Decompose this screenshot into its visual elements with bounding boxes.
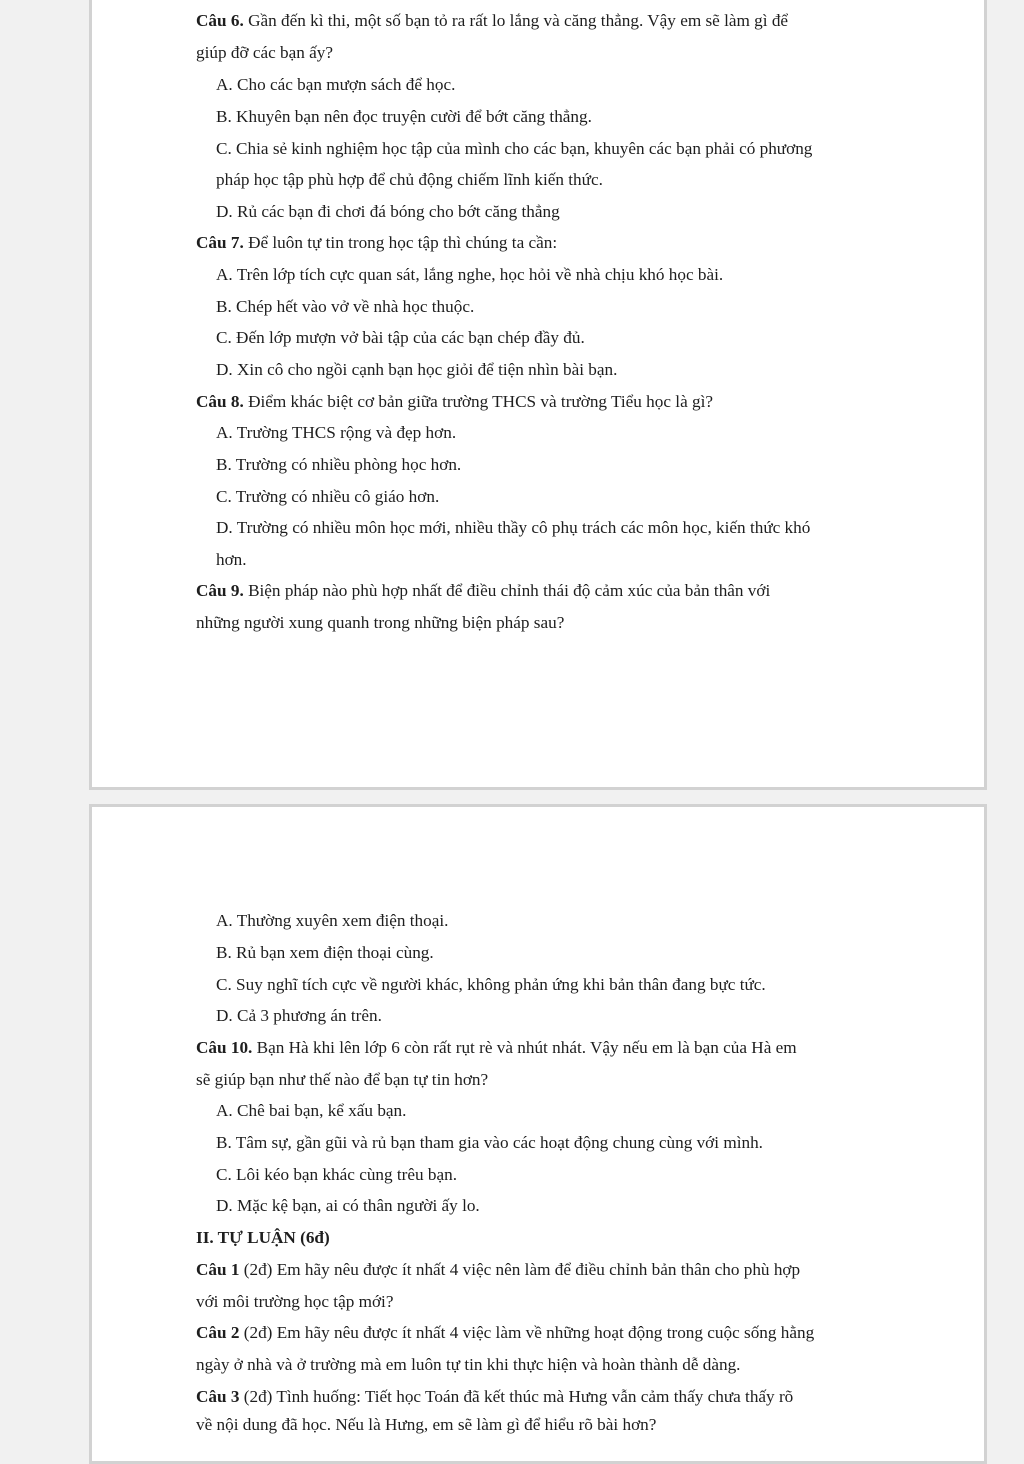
essay-question-1 <box>196 1259 800 1281</box>
question-9 <box>196 580 770 602</box>
essay-question-3-cont: về nội dung đã học. Nếu là Hưng, em sẽ làm gì để hiểu rõ bài hơn? <box>196 1415 657 1434</box>
option-a: A. Trên lớp tích cực quan sát, lắng nghe, học hỏi về nhà chịu khó học bài. <box>216 265 724 284</box>
option-c: C. Đến lớp mượn vở bài tập của các bạn chép đầy đủ. <box>216 328 585 347</box>
question-text: Để luôn tự tin trong học tập thì chúng ta cần: <box>248 233 558 252</box>
question-text: (2đ) Em hãy nêu được ít nhất 4 việc nên làm để điều chỉnh bản thân cho phù hợp <box>243 1260 801 1279</box>
question-10 <box>196 1037 797 1059</box>
essay-question-3 <box>196 1386 793 1408</box>
option-a: A. Chê bai bạn, kể xấu bạn. <box>216 1101 407 1120</box>
option-b: B. Trường có nhiều phòng học hơn. <box>216 455 462 474</box>
question-9-cont: những người xung quanh trong những biện pháp sau? <box>196 613 565 632</box>
question-text: (2đ) Em hãy nêu được ít nhất 4 việc làm về những hoạt động trong cuộc sống hằng <box>243 1323 815 1342</box>
option-c: C. Lôi kéo bạn khác cùng trêu bạn. <box>216 1165 458 1184</box>
essay-question-1-cont: với môi trường học tập mới? <box>196 1292 394 1311</box>
option-c: C. Suy nghĩ tích cực về người khác, không phản ứng khi bản thân đang bực tức. <box>216 975 766 994</box>
question-text: Biện pháp nào phù hợp nhất để điều chỉnh thái độ cảm xúc của bản thân với <box>248 581 771 600</box>
option-d: D. Xin cô cho ngồi cạnh bạn học giỏi để tiện nhìn bài bạn. <box>216 360 618 379</box>
question-label: Câu 7. <box>196 233 244 252</box>
option-b: B. Rủ bạn xem điện thoại cùng. <box>216 943 434 962</box>
question-text: Điểm khác biệt cơ bản giữa trường THCS và trường Tiểu học là gì? <box>248 392 713 411</box>
option-d: D. Cả 3 phương án trên. <box>216 1006 382 1025</box>
question-label: Câu 10. <box>196 1038 253 1057</box>
option-c-cont: pháp học tập phù hợp để chủ động chiếm lĩnh kiến thức. <box>216 170 603 189</box>
question-text: Gần đến kì thi, một số bạn tỏ ra rất lo lắng và căng thẳng. Vậy em sẽ làm gì để <box>248 11 789 30</box>
option-b: B. Tâm sự, gần gũi và rủ bạn tham gia vào các hoạt động chung cùng với mình. <box>216 1133 763 1152</box>
question-6 <box>196 10 788 32</box>
option-b: B. Chép hết vào vở về nhà học thuộc. <box>216 297 475 316</box>
question-label: Câu 6. <box>196 11 244 30</box>
option-a: A. Trường THCS rộng và đẹp hơn. <box>216 423 457 442</box>
option-c: C. Trường có nhiều cô giáo hơn. <box>216 487 440 506</box>
question-10-cont: sẽ giúp bạn như thế nào để bạn tự tin hơn? <box>196 1070 489 1089</box>
question-text: Bạn Hà khi lên lớp 6 còn rất rụt rè và nhút nhát. Vậy nếu em là bạn của Hà em <box>256 1038 797 1057</box>
question-6-cont: giúp đỡ các bạn ấy? <box>196 43 333 62</box>
essay-question-2 <box>196 1322 814 1344</box>
option-a: A. Thường xuyên xem điện thoại. <box>216 911 449 930</box>
option-a: A. Cho các bạn mượn sách để học. <box>216 75 456 94</box>
question-7 <box>196 232 557 254</box>
question-label: Câu 2 <box>196 1323 240 1342</box>
question-label: Câu 9. <box>196 581 244 600</box>
essay-question-2-cont: ngày ở nhà và ở trường mà em luôn tự tin khi thực hiện và hoàn thành dễ dàng. <box>196 1355 741 1374</box>
question-8 <box>196 391 713 413</box>
option-c: C. Chia sẻ kinh nghiệm học tập của mình cho các bạn, khuyên các bạn phải có phương <box>216 139 813 158</box>
question-label: Câu 8. <box>196 392 244 411</box>
option-d: D. Trường có nhiều môn học mới, nhiều thầy cô phụ trách các môn học, kiến thức khó <box>216 518 811 537</box>
section-heading <box>196 1227 330 1249</box>
option-d-cont: hơn. <box>216 550 247 569</box>
option-d: D. Mặc kệ bạn, ai có thân người ấy lo. <box>216 1196 480 1215</box>
question-label: Câu 3 <box>196 1387 240 1406</box>
question-text: (2đ) Tình huống: Tiết học Toán đã kết thúc mà Hưng vẫn cảm thấy chưa thấy rõ <box>243 1387 794 1406</box>
question-label: Câu 1 <box>196 1260 240 1279</box>
option-b: B. Khuyên bạn nên đọc truyện cười để bớt căng thẳng. <box>216 107 592 126</box>
option-d: D. Rủ các bạn đi chơi đá bóng cho bớt căng thẳng <box>216 202 560 221</box>
section-heading-text: II. TỰ LUẬN (6đ) <box>196 1228 330 1247</box>
